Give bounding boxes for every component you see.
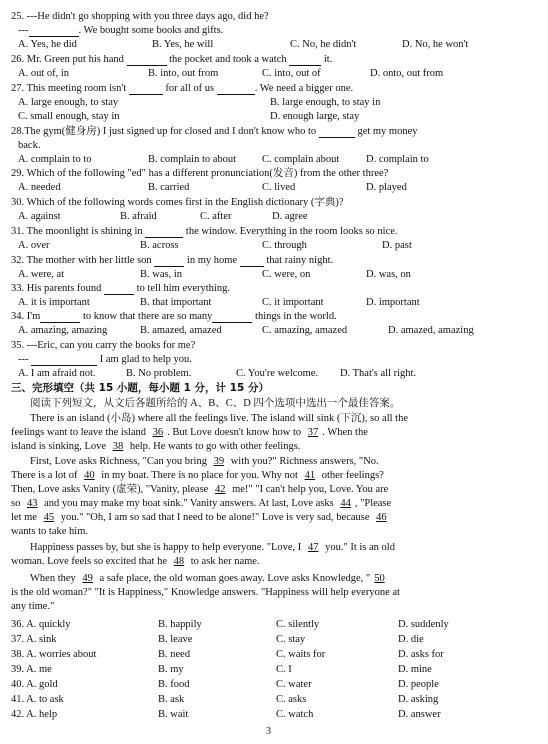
- q38-opt-c: C. waits for: [276, 649, 326, 660]
- q34-opt-c: C. amazing, amazed: [262, 325, 348, 336]
- q26-opt-c: C. into, out of: [262, 68, 321, 79]
- q29-stem: 29. Which of the following "ed" has a different pronunciation(发音) from the other three?: [11, 168, 389, 179]
- q35-opt-d: D. That's all right.: [340, 368, 417, 379]
- q42-opt-c: C. watch: [276, 709, 314, 720]
- section-instruction: 阅读下列短文，从文后各题所给的 A、B、C、D 四个选项中选出一个最佳答案。: [30, 398, 401, 409]
- q28-stem-b: back.: [18, 140, 41, 151]
- q37-opt-d: D. die: [398, 634, 424, 645]
- q33-opt-b: B. that important: [140, 297, 212, 308]
- q41-opt-b: B. ask: [158, 694, 185, 705]
- q39-opt-c: C. I: [276, 664, 292, 675]
- q31-opt-c: C. through: [262, 240, 307, 251]
- passage-p1-l2: feelings want to leave the island 36 . But Love doesn't know how to 37 . When the: [11, 427, 368, 438]
- passage-p1-l3: island is sinking, Love 38 help. He wants to go with other feelings.: [11, 441, 301, 452]
- q42-opt-b: B. wait: [158, 709, 189, 720]
- q42-opt-a: 42. A. help: [11, 709, 58, 720]
- q40-opt-a: 40. A. gold: [11, 679, 58, 690]
- section-title: 三、完形填空（共 15 小题，每小题 1 分，计 15 分）: [11, 382, 269, 394]
- passage-p2-l2: There is a lot of 40 in my boat. There is no place for you. Why not 41 other feelings?: [11, 470, 384, 481]
- q36-opt-b: B. happily: [158, 619, 202, 630]
- q42-opt-d: D. answer: [398, 709, 441, 720]
- passage-p2-l6: wants to take him.: [11, 526, 88, 537]
- q37-opt-a: 37. A. sink: [11, 634, 57, 645]
- q28-opt-d: D. complain to: [366, 154, 429, 165]
- q33-opt-d: D. important: [366, 297, 420, 308]
- passage-p4-l1: When they 49 a safe place, the old woman goes away. Love asks Knowledge, " 50: [30, 573, 385, 584]
- q36-opt-d: D. suddenly: [398, 619, 449, 630]
- q34-stem: 34. I'm to know that there are so many things in the world.: [11, 311, 337, 322]
- q31-stem: 31. The moonlight is shining in the window. Everything in the room looks so nice.: [11, 226, 398, 237]
- q25-opt-a: A. Yes, he did: [18, 39, 77, 50]
- q27-opt-c: C. small enough, stay in: [18, 111, 120, 122]
- q25-stem: 25. ---He didn't go shopping with you three days ago, did he?: [11, 11, 269, 22]
- q32-opt-a: A. were, at: [18, 269, 65, 280]
- q30-opt-a: A. against: [18, 211, 61, 222]
- q26-opt-b: B. into, out from: [148, 68, 219, 79]
- q39-opt-b: B. my: [158, 664, 184, 675]
- q34-opt-b: B. amazed, amazed: [140, 325, 222, 336]
- q31-opt-d: D. past: [382, 240, 412, 251]
- q30-opt-d: D. agree: [272, 211, 308, 222]
- q29-opt-b: B. carried: [148, 182, 190, 193]
- q38-opt-d: D. asks for: [398, 649, 444, 660]
- q32-opt-c: C. were, on: [262, 269, 311, 280]
- q25-opt-d: D. No, he won't: [402, 39, 469, 50]
- q39-opt-a: 39. A. me: [11, 664, 52, 675]
- q28-opt-b: B. complain to about: [148, 154, 237, 165]
- q31-opt-a: A. over: [18, 240, 50, 251]
- q38-opt-a: 38. A. worries about: [11, 649, 97, 660]
- q35-opt-c: C. You're welcome.: [236, 368, 319, 379]
- q38-opt-b: B. need: [158, 649, 191, 660]
- q29-opt-c: C. lived: [262, 182, 296, 193]
- q35-opt-a: A. I am afraid not.: [18, 368, 96, 379]
- q32-stem: 32. The mother with her little son in my home that rainy night.: [11, 255, 334, 266]
- q40-opt-c: C. water: [276, 679, 312, 690]
- q32-opt-d: D. was, on: [366, 269, 411, 280]
- q25-opt-b: B. Yes, he will: [152, 39, 214, 50]
- q33-opt-a: A. it is important: [18, 297, 90, 308]
- q36-opt-a: 36. A. quickly: [11, 619, 71, 630]
- passage-p3-l1: Happiness passes by, but she is happy to help everyone. "Love, I 47 you." It is an old: [30, 542, 395, 553]
- q34-opt-a: A. amazing, amazing: [18, 325, 108, 336]
- passage-p1-l1: There is an island (小岛) where all the feelings live. The island will sink (下沉), so all the: [30, 413, 409, 424]
- q41-opt-a: 41. A. to ask: [11, 694, 64, 705]
- q25-stem-b: --- . We bought some books and gifts.: [18, 25, 224, 36]
- q27-opt-b: B. large enough, to stay in: [270, 97, 381, 108]
- q28-opt-a: A. complain to to: [18, 154, 92, 165]
- q26-opt-a: A. out of, in: [18, 68, 70, 79]
- q25-opt-c: C. No, he didn't: [290, 39, 357, 50]
- passage-p4-l3: any time.": [11, 601, 55, 612]
- q29-opt-d: D. played: [366, 182, 407, 193]
- q35-stem: 35. ---Eric, can you carry the books for me?: [11, 340, 196, 351]
- q30-opt-c: C. after: [200, 211, 232, 222]
- q33-stem: 33. His parents found to tell him everything.: [11, 283, 230, 294]
- q37-opt-c: C. stay: [276, 634, 306, 645]
- q40-opt-d: D. people: [398, 679, 439, 690]
- q28-stem: 28.The gym(健身房) I just signed up for closed and I don't know who to get my money: [11, 126, 418, 137]
- q29-opt-a: A. needed: [18, 182, 61, 193]
- q39-opt-d: D. mine: [398, 664, 432, 675]
- q34-opt-d: D. amazed, amazing: [388, 325, 474, 336]
- passage-p2-l4: so 43 and you may make my boat sink." Vanity answers. At last, Love asks 44 , "Please: [11, 498, 392, 509]
- q35-stem-b: --- I am glad to help you.: [18, 354, 192, 365]
- q32-opt-b: B. was, in: [140, 269, 182, 280]
- q26-stem: 26. Mr. Green put his hand the pocket and took a watch it.: [11, 54, 333, 65]
- passage-p2-l1: First, Love asks Richness, "Can you bring 39 with you?" Richness answers, "No.: [30, 456, 379, 467]
- passage-p2-l3: Then, Love asks Vanity (虚荣), "Vanity, please 42 me!" "I can't help you, Love. You are: [11, 484, 389, 495]
- passage-p2-l5: let me 45 you." "Oh, I am so sad that I need to be alone!" Love is very sad, because 46: [11, 512, 387, 523]
- passage-p4-l2: is the old woman?" "It is Happiness," Knowledge answers. "Happiness will help everyone at: [11, 587, 400, 598]
- q41-opt-c: C. asks: [276, 694, 307, 705]
- q35-opt-b: B. No problem.: [126, 368, 192, 379]
- q27-opt-d: D. enough large, stay: [270, 111, 360, 122]
- q36-opt-c: C. silently: [276, 619, 320, 630]
- q26-opt-d: D. onto, out from: [370, 68, 444, 79]
- q33-opt-c: C. it important: [262, 297, 324, 308]
- q31-opt-b: B. across: [140, 240, 179, 251]
- q30-opt-b: B. afraid: [120, 211, 157, 222]
- q41-opt-d: D. asking: [398, 694, 439, 705]
- q40-opt-b: B. food: [158, 679, 190, 690]
- q30-stem: 30. Which of the following words comes first in the English dictionary (字典)?: [11, 197, 344, 208]
- q27-stem: 27. This meeting room isn't for all of us . We need a bigger one.: [11, 83, 354, 94]
- passage-p3-l2: woman. Love feels so excited that he 48 to ask her name.: [11, 556, 260, 567]
- q37-opt-b: B. leave: [158, 634, 193, 645]
- q28-opt-c: C. complain about: [262, 154, 340, 165]
- q27-opt-a: A. large enough, to stay: [18, 97, 119, 108]
- page-number: 3: [266, 726, 271, 737]
